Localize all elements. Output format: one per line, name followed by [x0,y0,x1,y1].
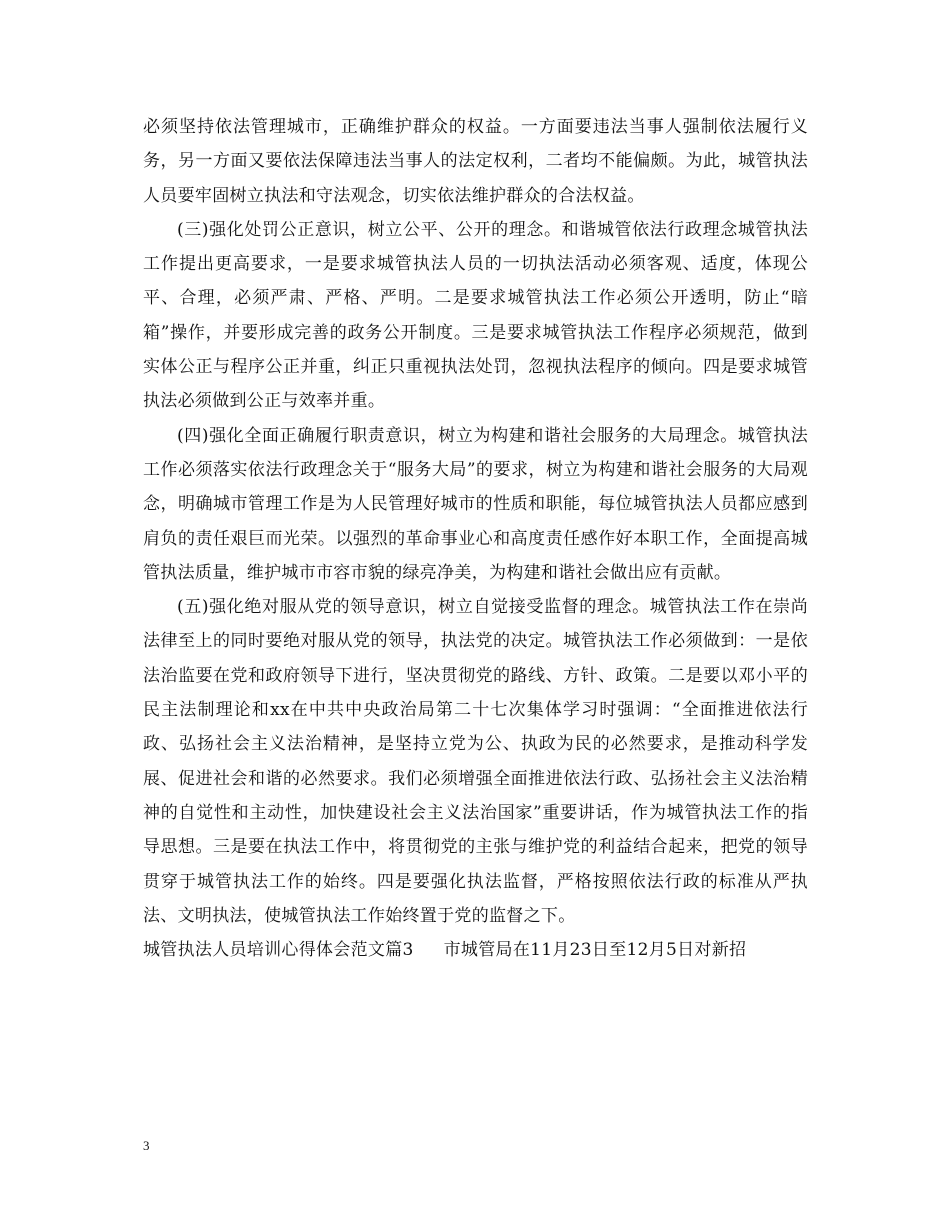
paragraph-2: (三)强化处罚公正意识，树立公平、公开的理念。和谐城管依法行政理念城管执法工作提出更高要求，一是要求城管执法人员的一切执法活动必须客观、适度，体现公平、合理，必须严肃、严格、严明。二是要求城管执法工作必须公开透明，防止“暗箱”操作，并要形成完善的政务公开制度。三是要求城管执法工作程序必须规范，做到实体公正与程序公正并重，纠正只重视执法处罚，忽视执法程序的倾向。四是要求城管执法必须做到公正与效率并重。 [143,219,808,412]
paragraph-1: 必须坚持依法管理城市，正确维护群众的权益。一方面要违法当事人强制依法履行义务，另一方面又要依法保障违法当事人的法定权利，二者均不能偏颇。为此，城管执法人员要牢固树立执法和守法观念，切实依法维护群众的合法权益。 [143,117,808,206]
paragraph-3: (四)强化全面正确履行职责意识，树立为构建和谐社会服务的大局理念。城管执法工作必须落实依法行政理念关于“服务大局”的要求，树立为构建和谐社会服务的大局观念，明确城市管理工作是为人民管理好城市的性质和职能，每位城管执法人员都应感到肩负的责任艰巨而光荣。以强烈的革命事业心和高度责任感作好本职工作，全面提高城管执法质量，维护城市市容市貌的绿亮净美，为构建和谐社会做出应有贡献。 [143,425,808,583]
next-article-heading: 城管执法人员培训心得体会范文篇3 [143,940,414,961]
next-article-line [143,933,808,967]
next-article-text: 市城管局在11月23日至12月5日对新招 [443,940,747,961]
paragraph-4: (五)强化绝对服从党的领导意识，树立自觉接受监督的理念。城管执法工作在崇尚法律至上的同时要绝对服从党的领导，执法党的决定。城管执法工作必须做到：一是依法治监要在党和政府领导下进行，坚决贯彻党的路线、方针、政策。二是要以邓小平的民主法制理论和xx在中共中央政治局第二十七次集体学习时强调：“全面推进依法行政、弘扬社会主义法治精神，是坚持立党为公、执政为民的必然要求，是推动科学发展、促进社会和谐的必然要求。我们必须增强全面推进依法行政、弘扬社会主义法治精神的自觉性和主动性，加快建设社会主义法治国家”重要讲话，作为城管执法工作的指导思想。三是要在执法工作中，将贯彻党的主张与维护党的利益结合起来，把党的领导贯穿于城管执法工作的始终。四是要强化执法监督，严格按照依法行政的标准从严执法、文明执法，使城管执法工作始终置于党的监督之下。 [143,597,808,926]
page-number: 3 [143,1138,150,1153]
document-body [143,110,808,967]
